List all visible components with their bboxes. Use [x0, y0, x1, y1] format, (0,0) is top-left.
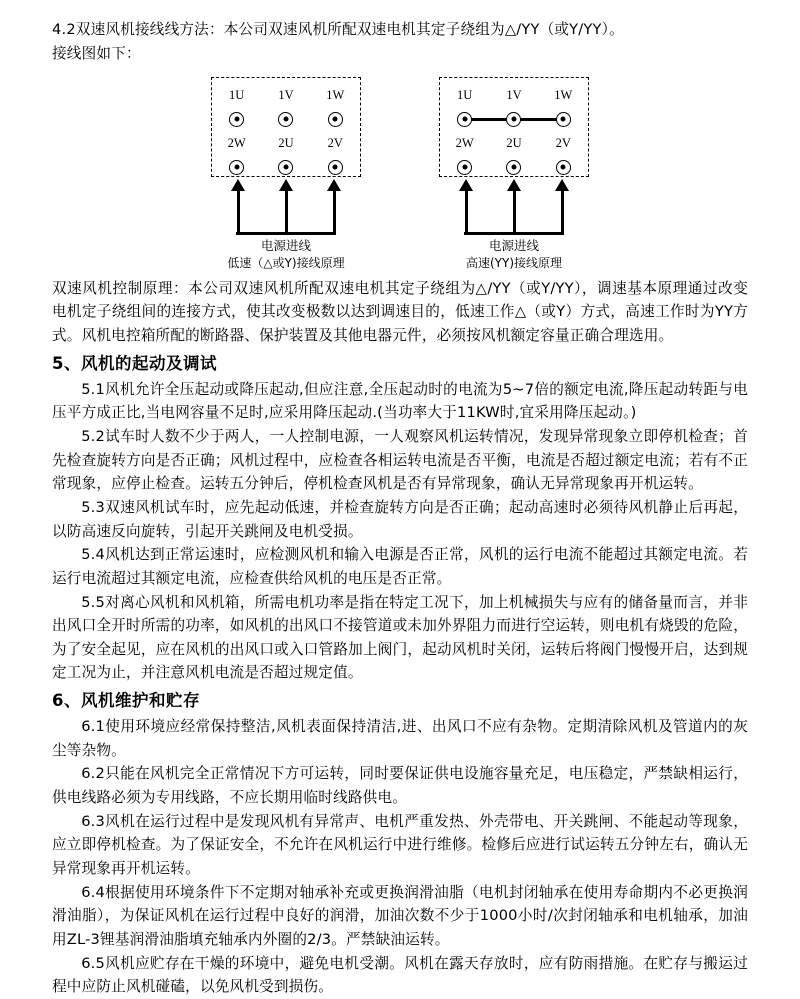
- terminal-label-2w: 2W: [227, 135, 246, 150]
- terminal-row-top-low: [212, 106, 360, 132]
- terminal-dot: [497, 160, 531, 175]
- paragraph-5-4: 5.4风机达到正常运速时，应检测风机和输入电源是否正常，风机的运行电流不能超过其额定电流。若运行电流超过其额定电流，应检查供给风机的电压是否正常。: [52, 546, 748, 587]
- terminal-label-1u: 1U: [457, 87, 473, 102]
- heading-section-5: 5、风机的起动及调试: [52, 353, 217, 373]
- terminal-dot: [220, 112, 254, 127]
- terminal-labels-bottom-low: [212, 132, 360, 154]
- paragraph-6-4: 6.4根据使用环境条件下不定期对轴承补充或更换润滑油脂（电机封闭轴承在使用寿命期内不必更换润滑油脂），为保证风机在运行过程中良好的润滑，加油次数不少于1000小时/次封闭轴承和电机轴承，加油用ZL-3锂基润滑油脂填充轴承内外圈的2/3。严禁缺油运转。: [52, 883, 748, 948]
- terminal-label-1w: 1W: [326, 87, 345, 102]
- paragraph-4-2-line2: 接线图如下：: [52, 44, 141, 62]
- terminal-dot: [318, 112, 352, 127]
- terminal-dot: [220, 160, 254, 175]
- terminal-label-1v: 1V: [278, 87, 294, 102]
- paragraph-5-1: 5.1风机允许全压起动或降压起动,但应注意,全压起动时的电流为5~7倍的额定电流,降压起动转距与电压平方成正比,当电网容量不足时,应采用降压起动.(当功率大于11KW时,宜采用降压起动。): [52, 380, 748, 422]
- supply-arrows-high: [439, 177, 589, 235]
- terminal-label-2u: 2U: [278, 135, 294, 150]
- terminal-label-2v: 2V: [327, 135, 343, 150]
- wiring-diagram-low-speed: [211, 77, 361, 273]
- terminal-box-low: [211, 77, 361, 177]
- heading-section-6: 6、风机维护和贮存: [52, 691, 200, 711]
- wiring-diagram: [52, 77, 748, 273]
- terminal-box-high: [439, 77, 589, 177]
- supply-busline: [464, 232, 564, 235]
- paragraph-5-3: 5.3双速风机试车时，应先起动低速，并检查旋转方向是否正确；起动高速时必须待风机静止后再起，以防高速反向旋转，引起开关跳闸及电机受损。: [52, 498, 748, 540]
- paragraph-4-2-line1: 4.2双速风机接线线方法：本公司双速风机所配双速电机其定子绕组为△/YY（或Y/YY）。: [52, 21, 624, 38]
- section-4-2: [52, 18, 748, 65]
- supply-arrows-low: [211, 177, 361, 235]
- terminal-label-1w: 1W: [554, 87, 573, 102]
- document-body: [52, 277, 748, 999]
- paragraph-6-2: 6.2只能在风机完全正常情况下方可运转，同时要保证供电设施容量充足，电压稳定，严禁缺相运行，供电线路必须为专用线路，不应长期用临时线路供电。: [52, 765, 748, 807]
- caption-high-line1: 电源进线: [488, 238, 539, 254]
- terminal-label-2w: 2W: [455, 135, 474, 150]
- terminal-labels-top-low: [212, 84, 360, 106]
- paragraph-5-2: 5.2试车时人数不少于两人，一人控制电源，一人观察风机运转情况，发现异常现象立即停机检查；首先检查旋转方向是否正确；风机过程中，应检查各相运转电流是否平衡，电流是否超过额定电流；若有不正常现象，应停止检查。运转五分钟后，停机检查风机是否有异常现象，确认无异常现象再开机运转。: [52, 428, 748, 493]
- terminal-label-1v: 1V: [506, 87, 522, 102]
- terminal-label-2v: 2V: [555, 135, 571, 150]
- paragraph-6-1: 6.1使用环境应经常保持整洁,风机表面保持清洁,进、出风口不应有杂物。定期清除风机及管道内的灰尘等杂物。: [52, 718, 748, 759]
- caption-high-speed: [466, 237, 562, 273]
- caption-low-speed: [227, 237, 344, 273]
- terminal-dot: [318, 160, 352, 175]
- paragraph-6-5: 6.5风机应贮存在干燥的环境中，避免电机受潮。风机在露天存放时，应有防雨措施。在贮存与搬运过程中应防止风机碰磕，以免风机受到损伤。: [52, 954, 748, 996]
- terminal-dot: [269, 160, 303, 175]
- terminal-labels-bottom-high: [440, 132, 588, 154]
- caption-low-line1: 电源进线: [260, 238, 311, 254]
- terminal-label-1u: 1U: [229, 87, 245, 102]
- terminal-label-2u: 2U: [506, 135, 522, 150]
- terminal-row-top-high: [440, 106, 588, 132]
- paragraph-control-principle: 双速风机控制原理：本公司双速风机所配双速电机其定子绕组为△/YY（或Y/YY），调速基本原理通过改变电机定子绕组间的连接方式，使其改变极数以达到调速目的，低速工作△（或Y）方式，高速工作时为YY方式。风机电控箱所配的断路器、保护装置及其他电器元件，必须按风机额定容量正确合理选用。: [52, 279, 748, 345]
- wiring-diagram-high-speed: [439, 77, 589, 273]
- caption-low-line2: 低速（△或Y)接线原理: [227, 256, 345, 271]
- paragraph-5-5: 5.5对离心风机和风机箱，所需电机功率是指在特定工况下，加上机械损失与应有的储备量而言，并非出风口全开时所需的功率，如风机的出风口不接管道或未加外界阻力而进行空运转，则电机有烧毁的危险，为了安全起见，应在风机的出风口或入口管路加上阀门，起动风机时关闭，运转后将阀门慢慢开启，达到规定工况为止，并注意风机电流是否超过规定值。: [52, 593, 748, 682]
- paragraph-6-3: 6.3风机在运行过程中是发现风机有异常声、电机严重发热、外壳带电、开关跳闸、不能起动等现象，应立即停机检查。为了保证安全，不允许在风机运行中进行维修。检修后应进行试运转五分钟左右，确认无异常现象再开机运转。: [52, 812, 748, 877]
- terminal-labels-top-high: [440, 84, 588, 106]
- terminal-dot: [269, 112, 303, 127]
- terminal-dot: [546, 160, 580, 175]
- caption-high-line2: 高速(YY)接线原理: [465, 256, 563, 271]
- terminal-dot: [448, 160, 482, 175]
- supply-busline: [236, 232, 336, 235]
